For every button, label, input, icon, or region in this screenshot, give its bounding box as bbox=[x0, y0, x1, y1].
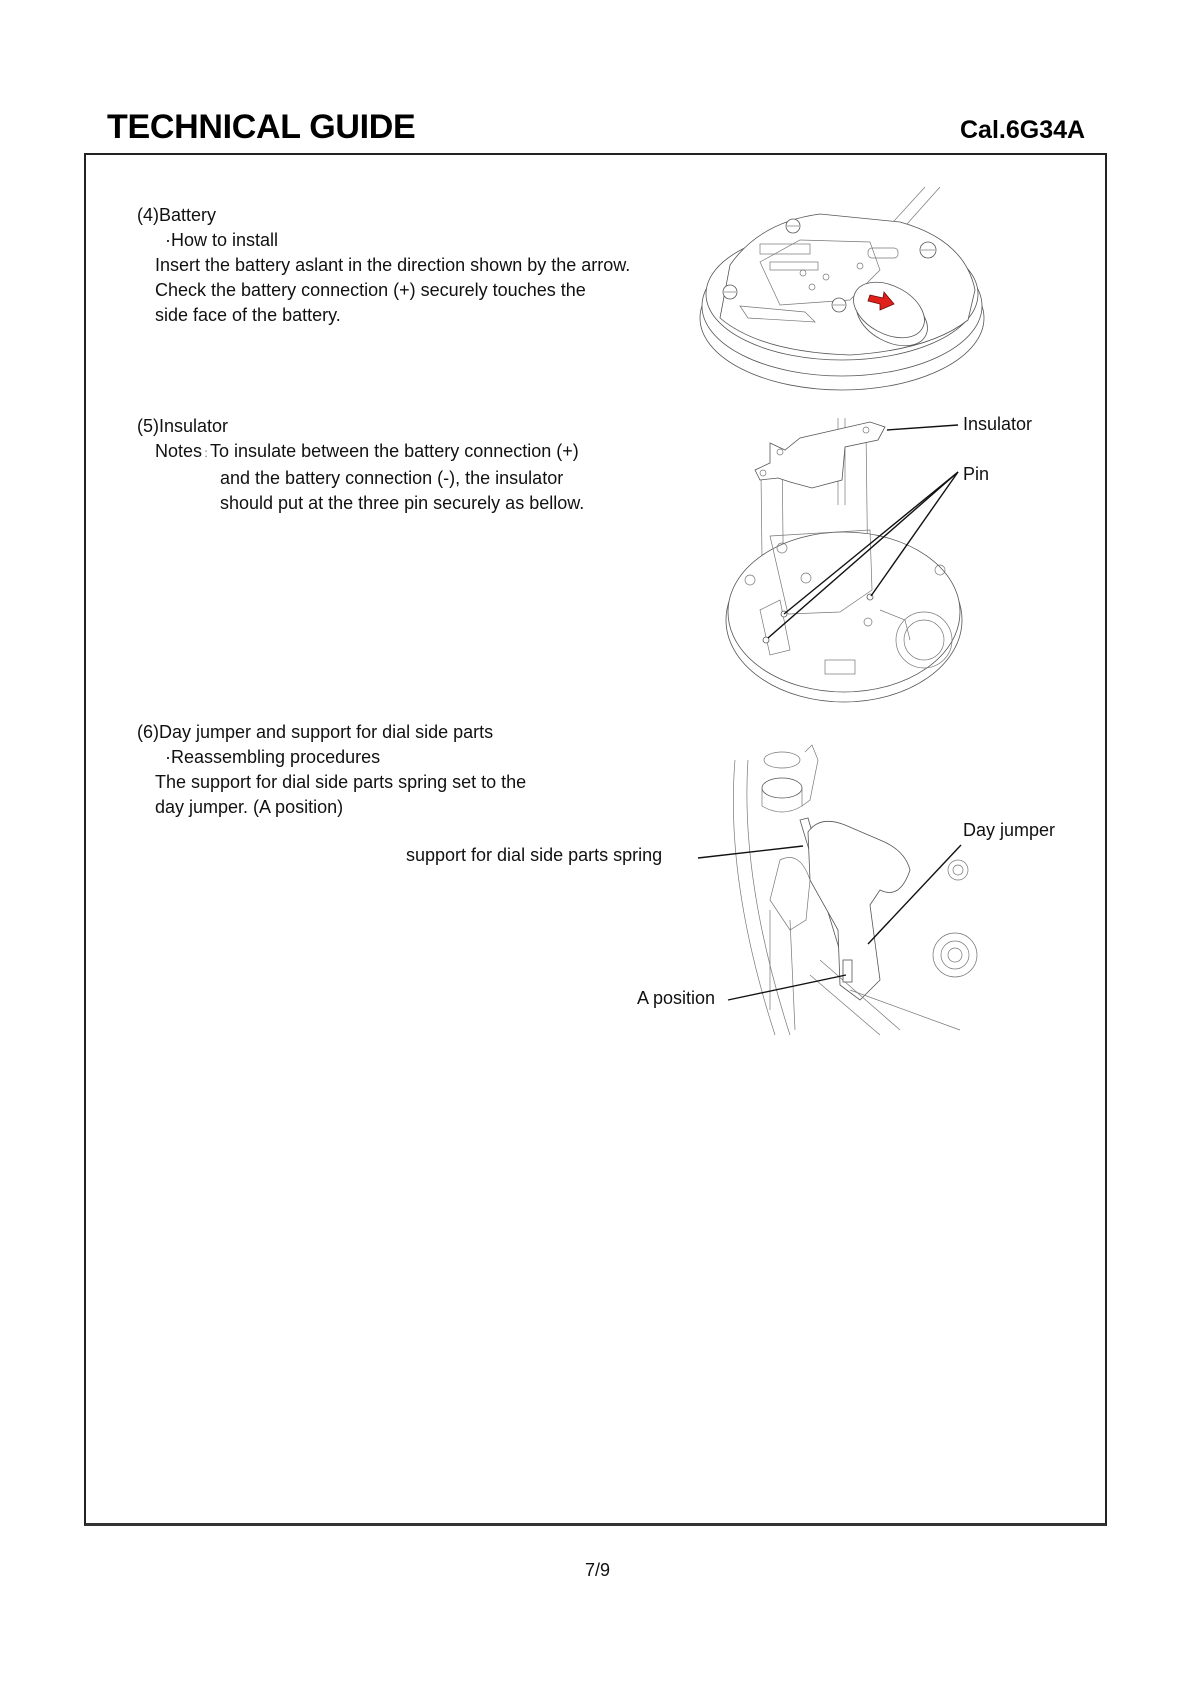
insulator-part bbox=[755, 422, 885, 488]
insulator-figure bbox=[726, 418, 962, 702]
bullet-icon: · bbox=[165, 230, 171, 250]
body-line: Insert the battery aslant in the direction shown by the arrow. bbox=[155, 255, 631, 275]
a-position-leader-line bbox=[728, 975, 846, 1000]
insulator-leader-line bbox=[887, 425, 958, 430]
section-heading: (6)Day jumper and support for dial side parts bbox=[137, 722, 494, 742]
movement-drawing bbox=[700, 187, 984, 390]
label-support-spring: support for dial side parts spring bbox=[406, 845, 663, 865]
page-number: 7/9 bbox=[585, 1560, 611, 1580]
label-day-jumper: Day jumper bbox=[963, 820, 1056, 840]
caliber-model: Cal.6G34A bbox=[960, 116, 1086, 144]
document-title: TECHNICAL GUIDE bbox=[107, 108, 416, 146]
body-line: The support for dial side parts spring set to the bbox=[155, 772, 527, 792]
label-pin: Pin bbox=[963, 464, 990, 484]
label-insulator: Insulator bbox=[963, 414, 1033, 434]
bullet-icon: · bbox=[165, 747, 171, 767]
body-line: day jumper. (A position) bbox=[155, 797, 344, 817]
body-line: and the battery connection (-), the insulator bbox=[220, 468, 564, 488]
section-heading: (5)Insulator bbox=[137, 416, 229, 436]
notes-separator: : bbox=[204, 446, 208, 460]
section-heading: (4)Battery bbox=[137, 205, 217, 225]
section-subheading: ·Reassembling procedures bbox=[137, 745, 526, 770]
body-line: side face of the battery. bbox=[155, 305, 341, 325]
section-subheading: ·How to install bbox=[137, 228, 630, 253]
body-line: Check the battery connection (+) securely touches the bbox=[155, 280, 586, 300]
day-jumper-figure bbox=[698, 745, 977, 1035]
notes-label: Notes bbox=[155, 441, 203, 461]
body-line: To insulate between the battery connection (+) bbox=[210, 441, 579, 461]
body-line: should put at the three pin securely as bellow. bbox=[220, 493, 585, 513]
label-a-position: A position bbox=[637, 988, 716, 1008]
day-jumper-part bbox=[808, 821, 910, 1000]
